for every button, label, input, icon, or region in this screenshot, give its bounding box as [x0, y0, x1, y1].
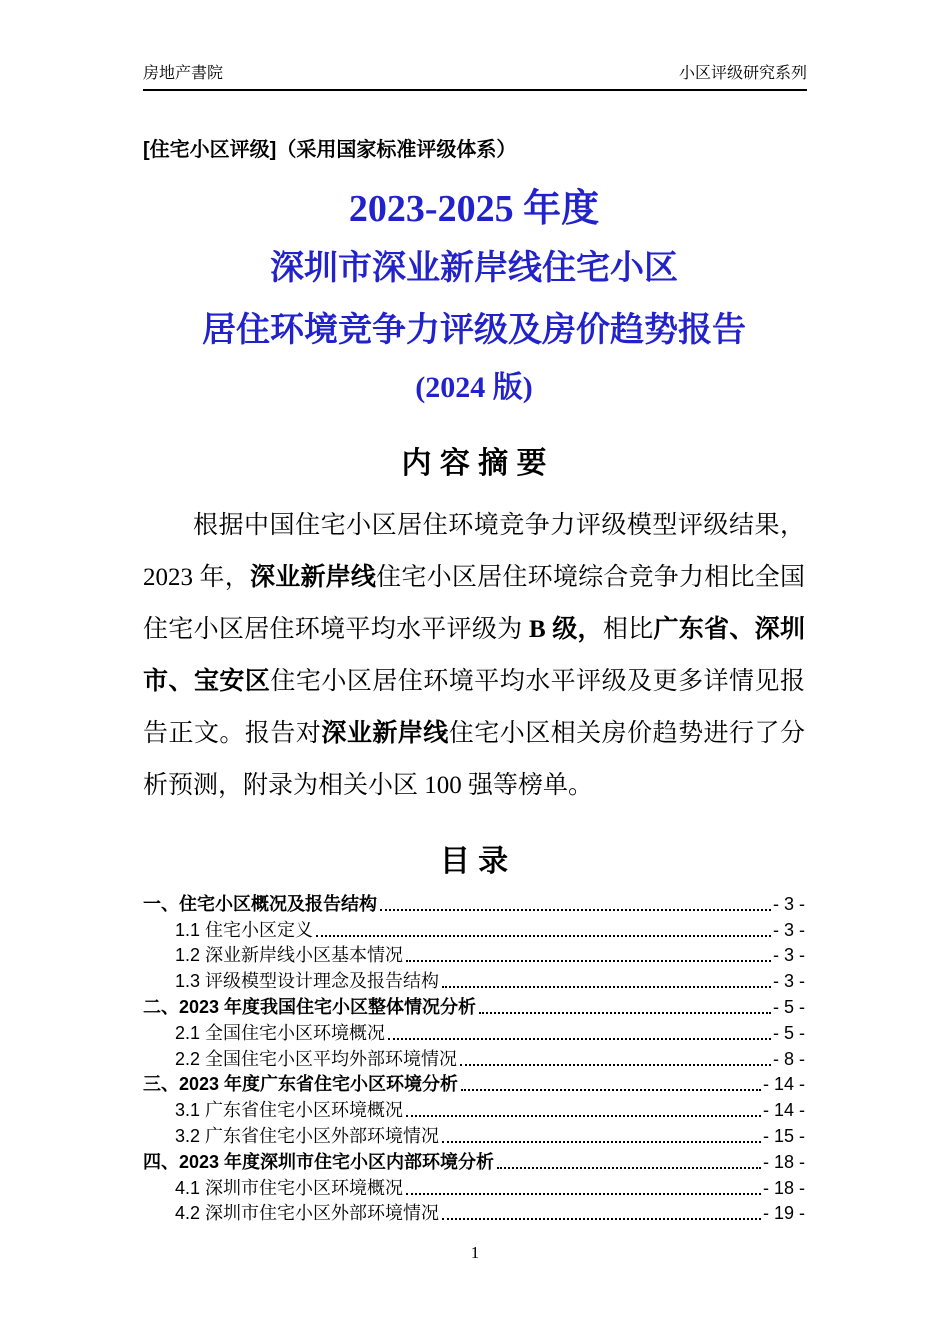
toc-entry-page: - 15 -: [762, 1125, 805, 1146]
abstract-text: 住宅小区居住环境综合竞争力相比全国住宅小区居住环境平均水平评级为: [143, 564, 805, 643]
toc-entry-label: 三、2023 年度广东省住宅小区环境分析: [143, 1074, 459, 1095]
toc-entry-label: 四、2023 年度深圳市住宅小区内部环境分析: [143, 1151, 495, 1172]
toc-entry[interactable]: [143, 1174, 805, 1200]
toc-leader-dots: [442, 1218, 761, 1220]
toc-entry[interactable]: [143, 1096, 805, 1122]
toc-entry-label: 一、住宅小区概况及报告结构: [143, 893, 377, 914]
toc-entry-label: 2.1 全国住宅小区环境概况: [175, 1022, 386, 1043]
toc-leader-dots: [497, 1167, 761, 1169]
abstract-text-bold: B 级，: [529, 616, 603, 643]
toc-entry[interactable]: [143, 1071, 805, 1097]
report-edition: (2024 版): [415, 371, 533, 404]
abstract-heading: 内 容 摘 要: [401, 447, 547, 480]
toc-entry[interactable]: [143, 993, 805, 1019]
toc-entry[interactable]: [143, 1045, 805, 1071]
abstract-text-bold: 深业新岸线: [321, 720, 449, 747]
toc-entry-page: - 3 -: [772, 945, 805, 966]
toc-leader-dots: [460, 1064, 771, 1066]
toc-entry-page: - 5 -: [772, 1022, 805, 1043]
toc-entry[interactable]: [143, 1148, 805, 1174]
toc-leader-dots: [442, 1141, 761, 1143]
toc-entry-page: - 18 -: [762, 1177, 805, 1198]
report-title-subject: 居住环境竞争力评级及房价趋势报告: [202, 312, 746, 349]
toc-entry-page: - 8 -: [772, 1048, 805, 1069]
toc-heading: 目 录: [439, 845, 509, 878]
toc-entry-page: - 3 -: [772, 971, 805, 992]
toc-entry-page: - 14 -: [762, 1074, 805, 1095]
toc-leader-dots: [442, 986, 771, 988]
abstract-text: 住宅小区相关房价趋势进行了分析预测，附录为相关小区 100 强等榜单。: [143, 720, 805, 799]
toc-entry-label: 1.2 深业新岸线小区基本情况: [175, 945, 404, 966]
toc-entry-label: 4.2 深圳市住宅小区外部环境情况: [175, 1203, 440, 1224]
toc-entry[interactable]: [143, 890, 805, 916]
toc-leader-dots: [406, 1193, 761, 1195]
toc-entry-page: - 5 -: [772, 996, 805, 1017]
toc-entry-page: - 3 -: [772, 893, 805, 914]
toc-entry-label: 1.1 住宅小区定义: [175, 919, 314, 940]
header-right-text: 小区评级研究系列: [678, 65, 807, 82]
report-title-years: 2023-2025 年度: [348, 188, 600, 230]
abstract-paragraph: [143, 500, 805, 812]
toc-entry-page: - 14 -: [762, 1100, 805, 1121]
toc-leader-dots: [406, 960, 771, 962]
toc-entry[interactable]: [143, 1019, 805, 1045]
abstract-text: 相比: [602, 616, 654, 643]
toc-entry-label: 3.2 广东省住宅小区外部环境情况: [175, 1125, 440, 1146]
toc-entry-label: 4.1 深圳市住宅小区环境概况: [175, 1177, 404, 1198]
abstract-text-bold: 广东省、深圳市、宝安区: [143, 616, 805, 695]
toc-entry-label: 二、2023 年度我国住宅小区整体情况分析: [143, 996, 477, 1017]
abstract-text-bold: 深业新岸线: [249, 564, 377, 591]
toc-entry[interactable]: [143, 916, 805, 942]
toc-leader-dots: [388, 1038, 771, 1040]
toc-entry[interactable]: [143, 1122, 805, 1148]
report-classification-line: [住宅小区评级]（采用国家标准评级体系）: [143, 139, 517, 161]
toc-entry[interactable]: [143, 1200, 805, 1226]
abstract-text: 住宅小区居住环境平均水平评级及更多详情见报告正文。报告对: [143, 668, 805, 747]
toc-leader-dots: [316, 935, 771, 937]
toc-leader-dots: [479, 1012, 771, 1014]
abstract-text: 根据中国住宅小区居住环境竞争力评级模型评级结果，2023 年，: [143, 512, 805, 591]
toc-entry-label: 2.2 全国住宅小区平均外部环境情况: [175, 1048, 458, 1069]
page-content: [143, 138, 805, 1225]
page-number: 1: [470, 1243, 480, 1262]
toc-entry-label: 3.1 广东省住宅小区环境概况: [175, 1100, 404, 1121]
toc-leader-dots: [406, 1115, 761, 1117]
toc-entry[interactable]: [143, 942, 805, 968]
header-left-text: 房地产書院: [143, 65, 224, 82]
toc-entry-page: - 3 -: [772, 919, 805, 940]
toc-entry[interactable]: [143, 967, 805, 993]
toc-leader-dots: [461, 1089, 761, 1091]
toc-list: [143, 890, 805, 1225]
report-title-community: 深圳市深业新岸线住宅小区: [270, 250, 678, 287]
toc-leader-dots: [380, 909, 771, 911]
toc-entry-page: - 19 -: [762, 1203, 805, 1224]
toc-entry-page: - 18 -: [762, 1151, 805, 1172]
page-header: [143, 0, 807, 91]
toc-entry-label: 1.3 评级模型设计理念及报告结构: [175, 971, 440, 992]
